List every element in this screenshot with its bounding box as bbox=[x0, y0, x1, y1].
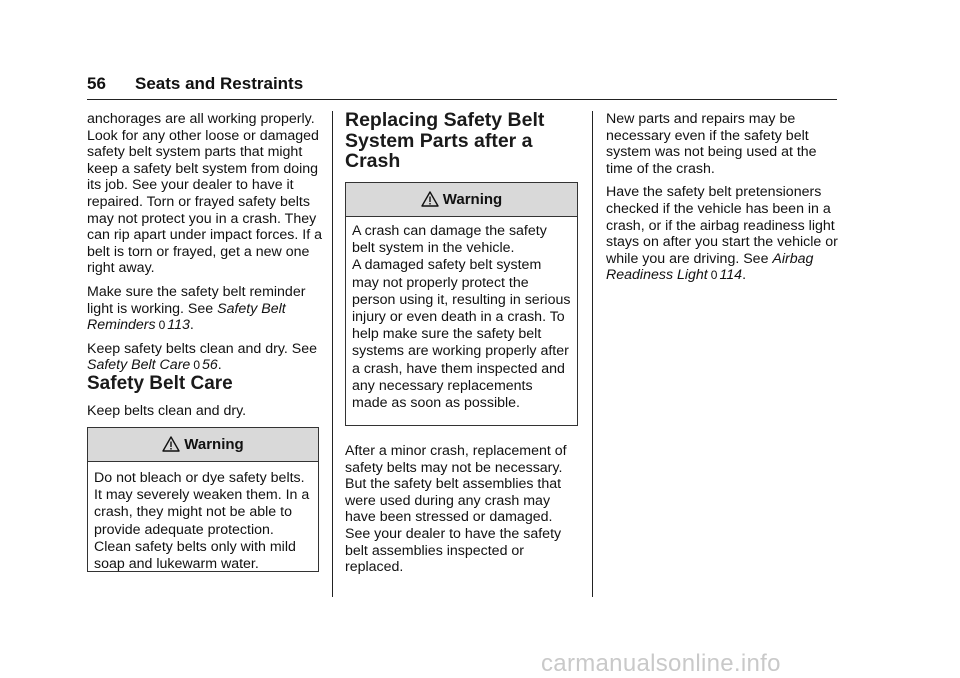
heading-safety-belt-care: Safety Belt Care bbox=[87, 373, 233, 394]
section-title: Seats and Restraints bbox=[135, 74, 304, 93]
column-1 bbox=[87, 111, 323, 374]
warning-box-crash bbox=[345, 182, 578, 426]
warning-title: Warning bbox=[184, 436, 244, 453]
col1-paragraph-2: Make sure the safety belt reminder light is working. See Safety Belt Reminders 0 113. bbox=[87, 283, 306, 334]
warning-body-1: A crash can damage the safety belt system in the vehicle. bbox=[352, 223, 547, 257]
col2-paragraph-1: After a minor crash, replacement of safety belts may not be necessary. But the safety belt assemblies that were used during any crash may have been stressed or damaged. See your dealer to have the safety belt assemblies inspected or replaced. bbox=[345, 443, 567, 576]
page-ref-icon: 0 bbox=[158, 318, 166, 333]
column-3 bbox=[606, 111, 842, 284]
warning-header bbox=[346, 183, 577, 217]
page-number: 56 bbox=[87, 74, 106, 93]
page-ref-icon: 0 bbox=[710, 268, 718, 283]
page-ref-56[interactable]: 56 bbox=[202, 357, 218, 374]
watermark: carmanualsonline.info bbox=[541, 650, 781, 677]
col1-paragraph-1: anchorages are all working properly. Look for any other loose or damaged safety belt system parts that might keep a safety belt system from doing its job. See your dealer to have it repaired. Torn or frayed safety belts may not protect you in a crash. They can rip apart under impact forces. If a belt is torn or frayed, get a new one right away. bbox=[87, 111, 322, 277]
page-header bbox=[87, 70, 837, 100]
warning-title: Warning bbox=[442, 191, 503, 208]
warning-body: Do not bleach or dye safety belts. It may severely weaken them. In a crash, they might not be able to provide adequate protection. Clean safety belts only with mild soap and lukewarm water. bbox=[94, 470, 310, 573]
col1-paragraph-4: Keep belts clean and dry. bbox=[87, 403, 247, 419]
page-ref-114[interactable]: 114 bbox=[719, 267, 743, 284]
warning-icon bbox=[162, 436, 180, 452]
column-divider-2 bbox=[592, 111, 593, 597]
page-ref-icon: 0 bbox=[193, 358, 200, 373]
warning-icon bbox=[421, 191, 439, 207]
warning-header bbox=[88, 428, 318, 462]
warning-box-belt-care bbox=[87, 427, 319, 572]
col3-paragraph-2: Have the safety belt pretensioners checked if the vehicle has been in a crash, or if the airbag readiness light stays on after you start the vehicle or while you are driving. See Airbag Readiness Light 0 114. bbox=[606, 184, 838, 284]
link-safety-belt-care[interactable]: Safety Belt Care bbox=[87, 357, 191, 374]
col1-paragraph-3: Keep safety belts clean and dry. See Safety Belt Care 0 56. bbox=[87, 340, 318, 374]
page-ref-113[interactable]: 113 bbox=[167, 317, 190, 334]
warning-body-2: A damaged safety belt system may not properly protect the person using it, resulting in serious injury or even death in a crash. To help make sure the safety belt systems are working properly after a crash, have them inspected and any necessary replacements made as soon as possible. bbox=[352, 257, 571, 412]
heading-replacing-parts: Replacing Safety Belt System Parts after a Crash bbox=[345, 109, 545, 172]
link-safety-belt-reminders[interactable]: Safety Belt Reminders bbox=[87, 300, 286, 334]
column-divider-1 bbox=[332, 111, 333, 597]
col3-paragraph-1: New parts and repairs may be necessary even if the safety belt system was not being used at the time of the crash. bbox=[606, 111, 817, 177]
link-airbag-readiness-light[interactable]: Airbag Readiness Light bbox=[606, 250, 814, 284]
